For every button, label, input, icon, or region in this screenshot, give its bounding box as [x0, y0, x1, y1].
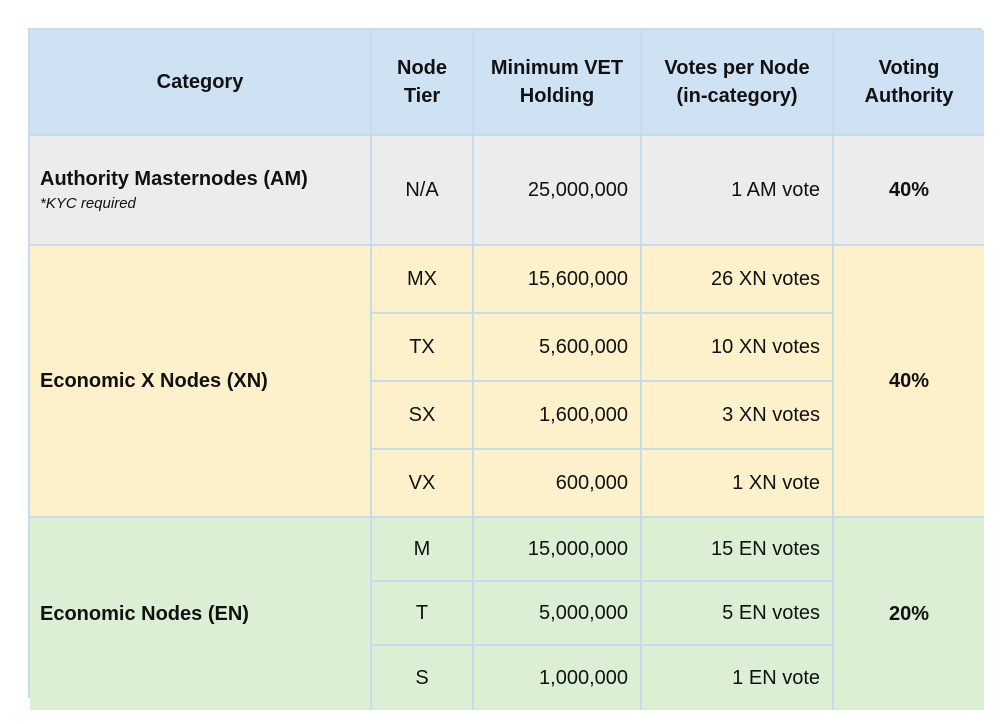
header-category: Category — [30, 30, 372, 136]
category-cell-am — [30, 136, 372, 246]
category-note: *KYC required — [40, 195, 136, 212]
votes-cell: 1 AM vote — [642, 136, 834, 246]
min-vet-cell: 5,000,000 — [474, 582, 642, 646]
category-cell-xn — [30, 246, 372, 518]
votes-cell: 26 XN votes — [642, 246, 834, 314]
min-vet-cell: 1,000,000 — [474, 646, 642, 710]
votes-cell: 1 XN vote — [642, 450, 834, 518]
authority-cell-xn: 40% — [834, 246, 984, 518]
header-node-tier: Node Tier — [372, 30, 474, 136]
header-votes-per-node: Votes per Node (in-category) — [642, 30, 834, 136]
tier-cell: MX — [372, 246, 474, 314]
header-voting-authority: Voting Authority — [834, 30, 984, 136]
votes-cell: 1 EN vote — [642, 646, 834, 710]
tier-cell: M — [372, 518, 474, 582]
tier-cell: VX — [372, 450, 474, 518]
tier-cell: S — [372, 646, 474, 710]
min-vet-cell: 1,600,000 — [474, 382, 642, 450]
votes-cell: 5 EN votes — [642, 582, 834, 646]
category-name: Economic Nodes (EN) — [40, 602, 249, 625]
category-cell-en — [30, 518, 372, 710]
header-minimum-vet-holding: Minimum VET Holding — [474, 30, 642, 136]
min-vet-cell: 15,600,000 — [474, 246, 642, 314]
authority-cell-en: 20% — [834, 518, 984, 710]
tier-cell: T — [372, 582, 474, 646]
authority-cell-am: 40% — [834, 136, 984, 246]
tier-cell: TX — [372, 314, 474, 382]
category-name: Authority Masternodes (AM) — [40, 168, 308, 190]
tier-cell: N/A — [372, 136, 474, 246]
min-vet-cell: 600,000 — [474, 450, 642, 518]
category-name: Economic X Nodes (XN) — [40, 369, 268, 392]
tier-cell: SX — [372, 382, 474, 450]
min-vet-cell: 5,600,000 — [474, 314, 642, 382]
votes-cell: 15 EN votes — [642, 518, 834, 582]
votes-cell: 10 XN votes — [642, 314, 834, 382]
votes-cell: 3 XN votes — [642, 382, 834, 450]
node-voting-table — [28, 28, 982, 698]
min-vet-cell: 25,000,000 — [474, 136, 642, 246]
min-vet-cell: 15,000,000 — [474, 518, 642, 582]
